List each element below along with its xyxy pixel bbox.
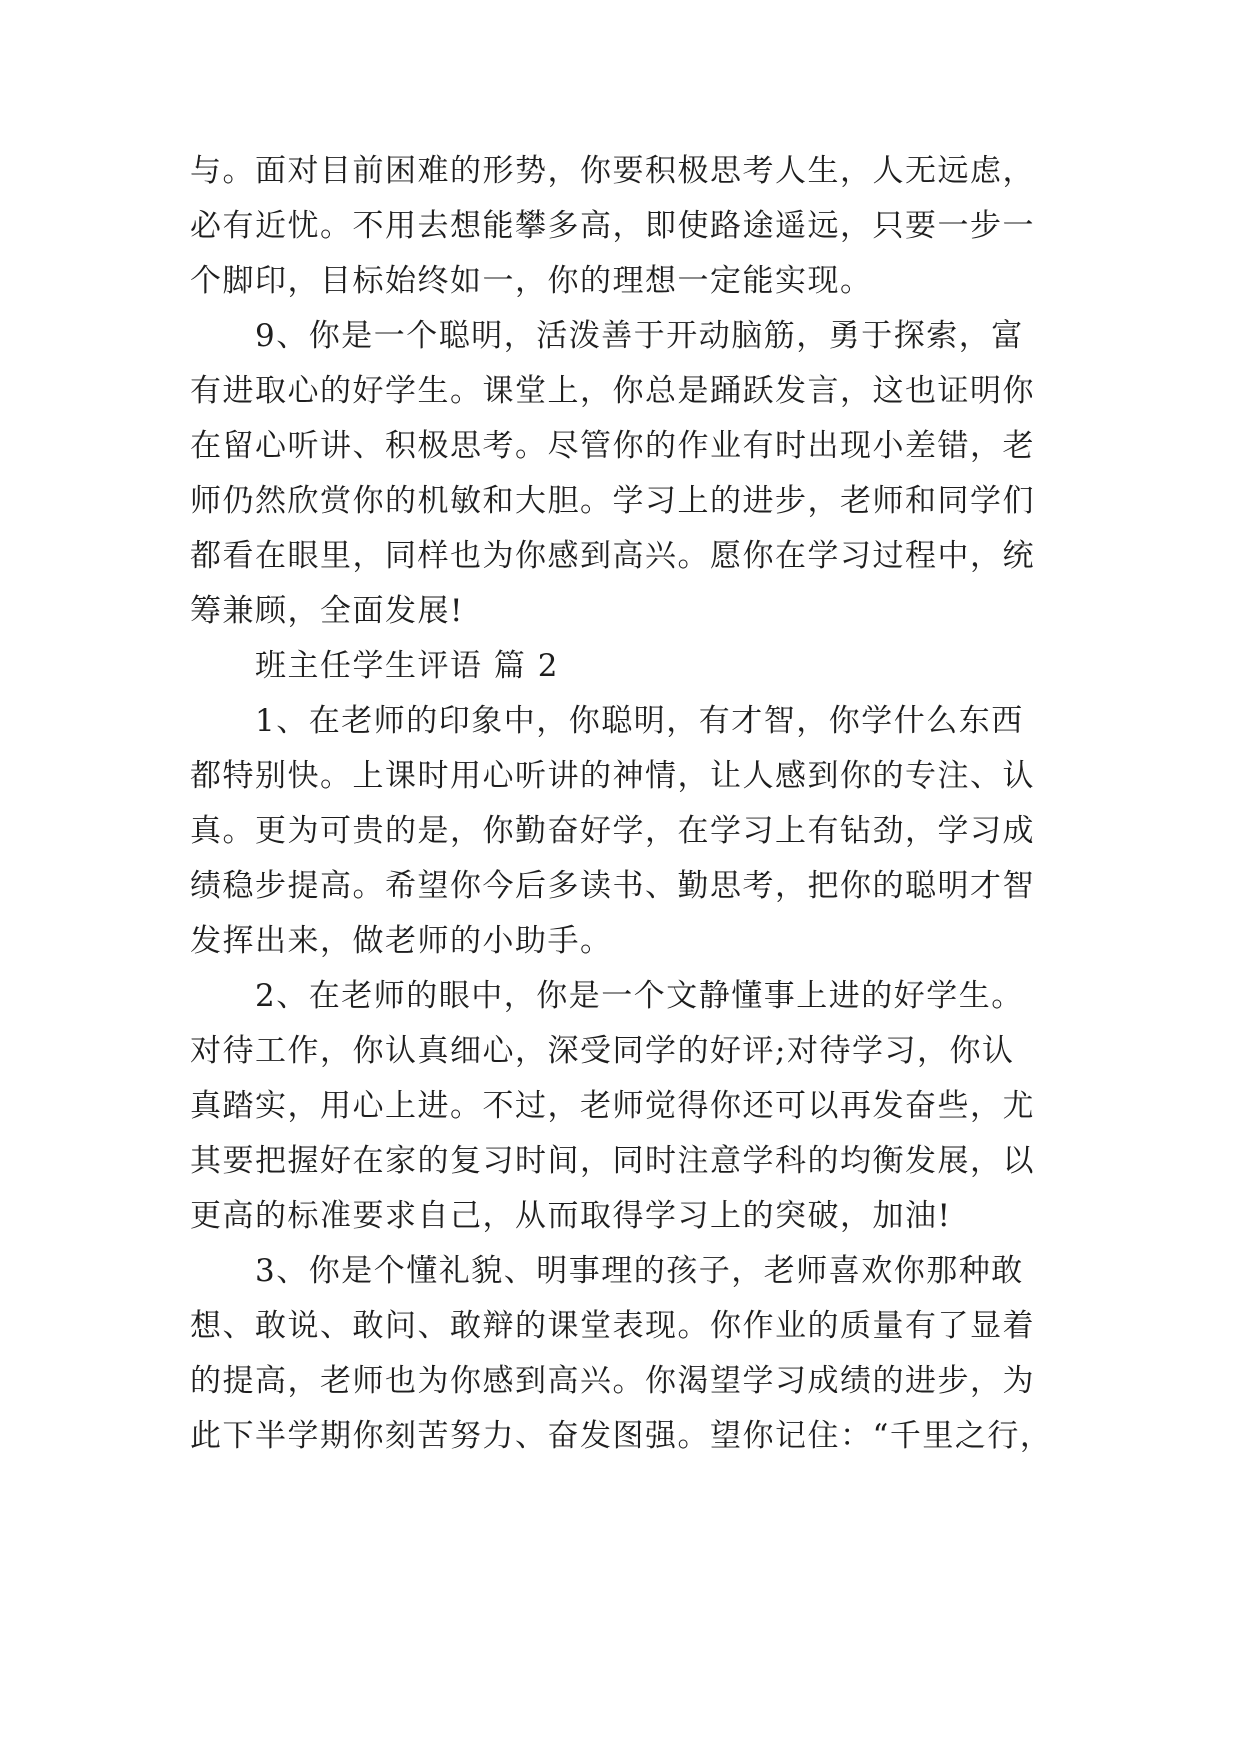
text-line: 师仍然欣赏你的机敏和大胆。学习上的进步，老师和同学们 [190,483,1035,519]
paragraph-start: 9、你是一个聪明，活泼善于开动脑筋，勇于探索，富 [255,318,1024,354]
section-heading: 班主任学生评语 篇 2 [255,648,559,684]
text-line: 筹兼顾，全面发展! [190,593,464,629]
paragraph-start: 2、在老师的眼中，你是一个文静懂事上进的好学生。 [255,978,1024,1014]
text-line: 绩稳步提高。希望你今后多读书、勤思考，把你的聪明才智 [190,868,1035,904]
paragraph-start: 3、你是个懂礼貌、明事理的孩子，老师喜欢你那种敢 [255,1253,1024,1289]
text-line: 有进取心的好学生。课堂上，你总是踊跃发言，这也证明你 [190,373,1035,409]
text-line: 都特别快。上课时用心听讲的神情，让人感到你的专注、认 [190,758,1035,794]
text-line: 真踏实，用心上进。不过，老师觉得你还可以再发奋些，尤 [190,1088,1035,1124]
text-line: 此下半学期你刻苦努力、奋发图强。望你记住：“千里之行， [190,1418,1053,1454]
text-line: 个脚印，目标始终如一，你的理想一定能实现。 [190,263,873,299]
text-line: 发挥出来，做老师的小助手。 [190,923,613,959]
text-line: 真。更为可贵的是，你勤奋好学，在学习上有钻劲，学习成 [190,813,1035,849]
text-line: 与。面对目前困难的形势，你要积极思考人生，人无远虑， [190,153,1035,189]
text-line: 想、敢说、敢问、敢辩的课堂表现。你作业的质量有了显着 [190,1308,1035,1344]
text-line: 更高的标准要求自己，从而取得学习上的突破，加油! [190,1198,952,1234]
text-line: 其要把握好在家的复习时间，同时注意学科的均衡发展，以 [190,1143,1035,1179]
paragraph-start: 1、在老师的印象中，你聪明，有才智，你学什么东西 [255,703,1024,739]
text-line: 的提高，老师也为你感到高兴。你渴望学习成绩的进步，为 [190,1363,1035,1399]
text-line: 对待工作，你认真细心，深受同学的好评;对待学习，你认 [190,1033,1015,1069]
text-line: 都看在眼里，同样也为你感到高兴。愿你在学习过程中，统 [190,538,1035,574]
text-line: 必有近忧。不用去想能攀多高，即使路途遥远，只要一步一 [190,208,1035,244]
text-line: 在留心听讲、积极思考。尽管你的作业有时出现小差错，老 [190,428,1035,464]
